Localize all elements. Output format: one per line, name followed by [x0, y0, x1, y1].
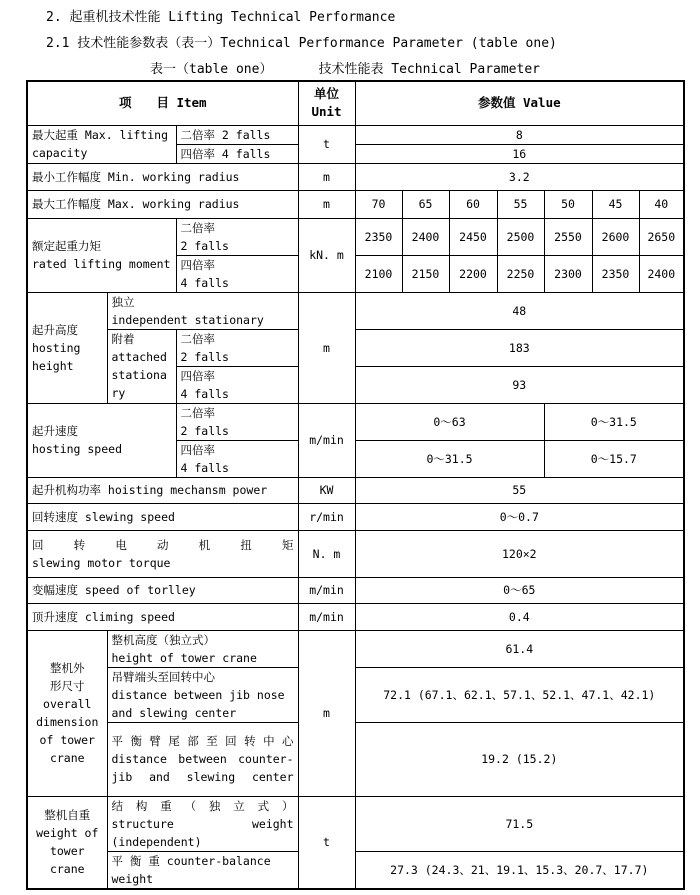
table-caption-right: 技术性能表 Technical Parameter [318, 62, 540, 77]
power-label: 起升机构功率 hoisting mechansm power [27, 477, 298, 503]
max-lift-f2: 二倍率 2 falls [176, 125, 298, 144]
dimension-r1: 整机高度（独立式） height of tower crane [107, 630, 298, 667]
max-lift-unit: t [298, 125, 355, 163]
moment-v4: 2300 [544, 255, 592, 292]
height-v-independent: 48 [355, 292, 684, 329]
moment-v4: 2250 [497, 255, 544, 292]
section-heading: 2. 起重机技术性能 Lifting Technical Performance [46, 10, 396, 25]
header-unit: 单位 Unit [298, 81, 355, 125]
max-radius-value: 40 [639, 190, 684, 218]
dimension-v1: 61.4 [355, 630, 684, 667]
torque-label-cn: 回 转 电 动 机 扭 矩 [32, 537, 294, 552]
max-lift-v2: 8 [355, 125, 684, 144]
table-row [27, 603, 684, 630]
table-caption-left: 表一（table one） [150, 62, 273, 77]
speed-label: 起升速度 hosting speed [27, 403, 176, 477]
slewing-value: 0～0.7 [355, 503, 684, 530]
table-header-row [27, 81, 684, 125]
moment-unit: kN. m [298, 218, 355, 292]
table-row [27, 667, 684, 722]
moment-v4: 2200 [449, 255, 497, 292]
min-radius-label: 最小工作幅度 Min. working radius [27, 163, 298, 190]
weight-v2: 27.3 (24.3、21、19.1、15.3、20.7、17.7) [355, 851, 684, 889]
speed-v2b: 0～31.5 [544, 403, 684, 440]
torque-unit: N. m [298, 530, 355, 577]
table-row [27, 163, 684, 190]
max-radius-value: 55 [497, 190, 544, 218]
trolley-unit: m/min [298, 577, 355, 603]
table-row [27, 329, 684, 366]
height-label: 起升高度 hosting height [27, 292, 107, 403]
technical-parameter-table [26, 80, 685, 890]
max-radius-unit: m [298, 190, 355, 218]
moment-v4: 2100 [355, 255, 402, 292]
header-value: 参数值 Value [355, 81, 684, 125]
header-item: 项 目 Item [27, 81, 298, 125]
subsection-heading: 2.1 技术性能参数表（表一）Technical Performance Parameter (table one) [46, 36, 557, 51]
table-row [27, 292, 684, 329]
table-row [27, 722, 684, 796]
height-v4: 93 [355, 366, 684, 403]
max-radius-value: 50 [544, 190, 592, 218]
climb-value: 0.4 [355, 603, 684, 630]
table-caption [150, 58, 540, 77]
slewing-label: 回转速度 slewing speed [27, 503, 298, 530]
max-radius-value: 65 [402, 190, 449, 218]
table-row [27, 190, 684, 218]
table-row [27, 530, 684, 577]
max-lift-f4: 四倍率 4 falls [176, 144, 298, 163]
weight-r2: 平 衡 重 counter-balance weight [107, 851, 298, 889]
dimension-unit: m [298, 630, 355, 796]
moment-v2: 2400 [402, 218, 449, 255]
table-row [27, 403, 684, 440]
height-v2: 183 [355, 329, 684, 366]
climb-label: 顶升速度 climing speed [27, 603, 298, 630]
weight-r1: 结构重（独立式） structure weight (independent) [107, 796, 298, 851]
speed-f4: 四倍率 4 falls [176, 440, 298, 477]
max-radius-value: 60 [449, 190, 497, 218]
table-row [27, 503, 684, 530]
max-lift-label: 最大起重 Max. lifting capacity [27, 125, 176, 163]
table-row [27, 218, 684, 255]
weight-v1: 71.5 [355, 796, 684, 851]
torque-value: 120×2 [355, 530, 684, 577]
height-attached: 附着 attached stationa ry [107, 329, 176, 403]
height-unit: m [298, 292, 355, 403]
height-f4: 四倍率 4 falls [176, 366, 298, 403]
moment-v4: 2150 [402, 255, 449, 292]
climb-unit: m/min [298, 603, 355, 630]
moment-f2: 二倍率 2 falls [176, 218, 298, 255]
slewing-unit: r/min [298, 503, 355, 530]
power-unit: KW [298, 477, 355, 503]
speed-unit: m/min [298, 403, 355, 477]
trolley-label: 变幅速度 speed of torlley [27, 577, 298, 603]
height-f2: 二倍率 2 falls [176, 329, 298, 366]
trolley-value: 0～65 [355, 577, 684, 603]
dimension-r2: 吊臂端头至回转中心 distance between jib nose and slewing center [107, 667, 298, 722]
min-radius-unit: m [298, 163, 355, 190]
dimension-label: 整机外 形尺寸 overall dimension of tower crane [27, 630, 107, 796]
speed-v4a: 0～31.5 [355, 440, 544, 477]
table-row [27, 577, 684, 603]
min-radius-value: 3.2 [355, 163, 684, 190]
moment-v2: 2650 [639, 218, 684, 255]
height-independent: 独立 independent stationary [107, 292, 298, 329]
weight-unit: t [298, 796, 355, 889]
dimension-r3: 平衡臂尾部至回转中心 distance between counter-jib and slewing center [107, 722, 298, 796]
speed-f2: 二倍率 2 falls [176, 403, 298, 440]
moment-v2: 2500 [497, 218, 544, 255]
table-row [27, 630, 684, 667]
torque-label [27, 530, 298, 577]
moment-v2: 2350 [355, 218, 402, 255]
moment-v2: 2450 [449, 218, 497, 255]
dimension-v2: 72.1 (67.1、62.1、57.1、52.1、47.1、42.1) [355, 667, 684, 722]
moment-v4: 2400 [639, 255, 684, 292]
table-row [27, 125, 684, 144]
moment-v2: 2550 [544, 218, 592, 255]
moment-v4: 2350 [592, 255, 639, 292]
power-value: 55 [355, 477, 684, 503]
torque-label-en: slewing motor torque [32, 555, 171, 570]
max-radius-label: 最大工作幅度 Max. working radius [27, 190, 298, 218]
table-row [27, 477, 684, 503]
dimension-v3: 19.2 (15.2) [355, 722, 684, 796]
max-radius-value: 45 [592, 190, 639, 218]
moment-f4: 四倍率 4 falls [176, 255, 298, 292]
speed-v2a: 0～63 [355, 403, 544, 440]
moment-label: 额定起重力矩 rated lifting moment [27, 218, 176, 292]
table-row [27, 796, 684, 851]
max-lift-v4: 16 [355, 144, 684, 163]
weight-label: 整机自重 weight of tower crane [27, 796, 107, 889]
speed-v4b: 0～15.7 [544, 440, 684, 477]
max-radius-value: 70 [355, 190, 402, 218]
table-row [27, 851, 684, 889]
moment-v2: 2600 [592, 218, 639, 255]
